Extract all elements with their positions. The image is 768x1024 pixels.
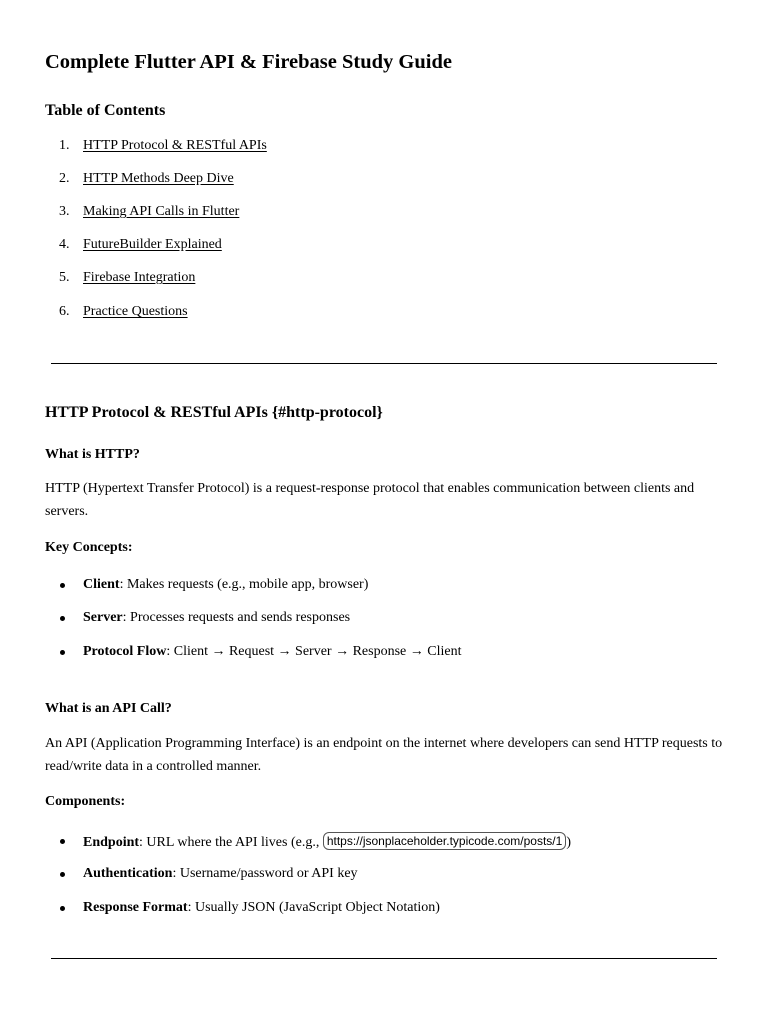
- term-description: : URL where the API lives (e.g.,: [139, 835, 323, 850]
- bullet-icon: [60, 906, 65, 911]
- term-description: : Username/password or API key: [172, 866, 358, 881]
- term-response-format: Response Format: [83, 900, 188, 915]
- term-authentication: Authentication: [83, 866, 173, 881]
- toc-item-number: 4.: [59, 237, 70, 252]
- toc-link-http-methods[interactable]: HTTP Methods Deep Dive: [83, 171, 234, 186]
- paragraph-what-is-http: HTTP (Hypertext Transfer Protocol) is a request-response protocol that enables communication between clients and servers.: [45, 481, 695, 519]
- toc-heading: Table of Contents: [45, 102, 166, 119]
- subheading-what-is-http: What is HTTP?: [45, 447, 140, 462]
- page-title: Complete Flutter API & Firebase Study Guide: [45, 51, 452, 73]
- toc-link-http-protocol[interactable]: HTTP Protocol & RESTful APIs: [83, 138, 267, 153]
- toc-link-firebase[interactable]: Firebase Integration: [83, 270, 196, 285]
- toc-item-number: 6.: [59, 304, 70, 319]
- paragraph-what-is-api-call: An API (Application Programming Interface) is an endpoint on the internet where developers can send HTTP requests to read/write data in a controlled manner.: [45, 736, 723, 774]
- subheading-what-is-api-call: What is an API Call?: [45, 701, 172, 716]
- term-description: : Makes requests (e.g., mobile app, browser): [119, 577, 369, 592]
- term-client: Client: [83, 577, 120, 592]
- term-description: : Client → Request → Server → Response → Client: [166, 644, 462, 659]
- toc-item-number: 3.: [59, 204, 70, 219]
- section-divider: [51, 958, 717, 959]
- endpoint-url-code: https://jsonplaceholder.typicode.com/posts/1: [323, 832, 566, 850]
- term-description: : Usually JSON (JavaScript Object Notation): [187, 900, 440, 915]
- bullet-icon: [60, 583, 65, 588]
- subheading-key-concepts: Key Concepts:: [45, 540, 133, 555]
- toc-item-number: 1.: [59, 138, 70, 153]
- section-divider: [51, 363, 717, 364]
- bullet-icon: [60, 650, 65, 655]
- bullet-icon: [60, 616, 65, 621]
- term-description: : Processes requests and sends responses: [122, 610, 351, 625]
- term-protocol-flow: Protocol Flow: [83, 644, 167, 659]
- toc-item-number: 2.: [59, 171, 70, 186]
- bullet-icon: [60, 872, 65, 877]
- term-server: Server: [83, 610, 123, 625]
- toc-link-futurebuilder[interactable]: FutureBuilder Explained: [83, 237, 222, 252]
- bullet-icon: [60, 839, 65, 844]
- term-endpoint: Endpoint: [83, 835, 140, 850]
- term-description-end: ): [566, 835, 571, 850]
- subheading-components: Components:: [45, 794, 126, 809]
- toc-link-practice-questions[interactable]: Practice Questions: [83, 304, 188, 319]
- toc-item-number: 5.: [59, 270, 70, 285]
- section-heading-http-protocol: HTTP Protocol & RESTful APIs {#http-protocol}: [45, 404, 383, 421]
- toc-link-api-calls[interactable]: Making API Calls in Flutter: [83, 204, 240, 219]
